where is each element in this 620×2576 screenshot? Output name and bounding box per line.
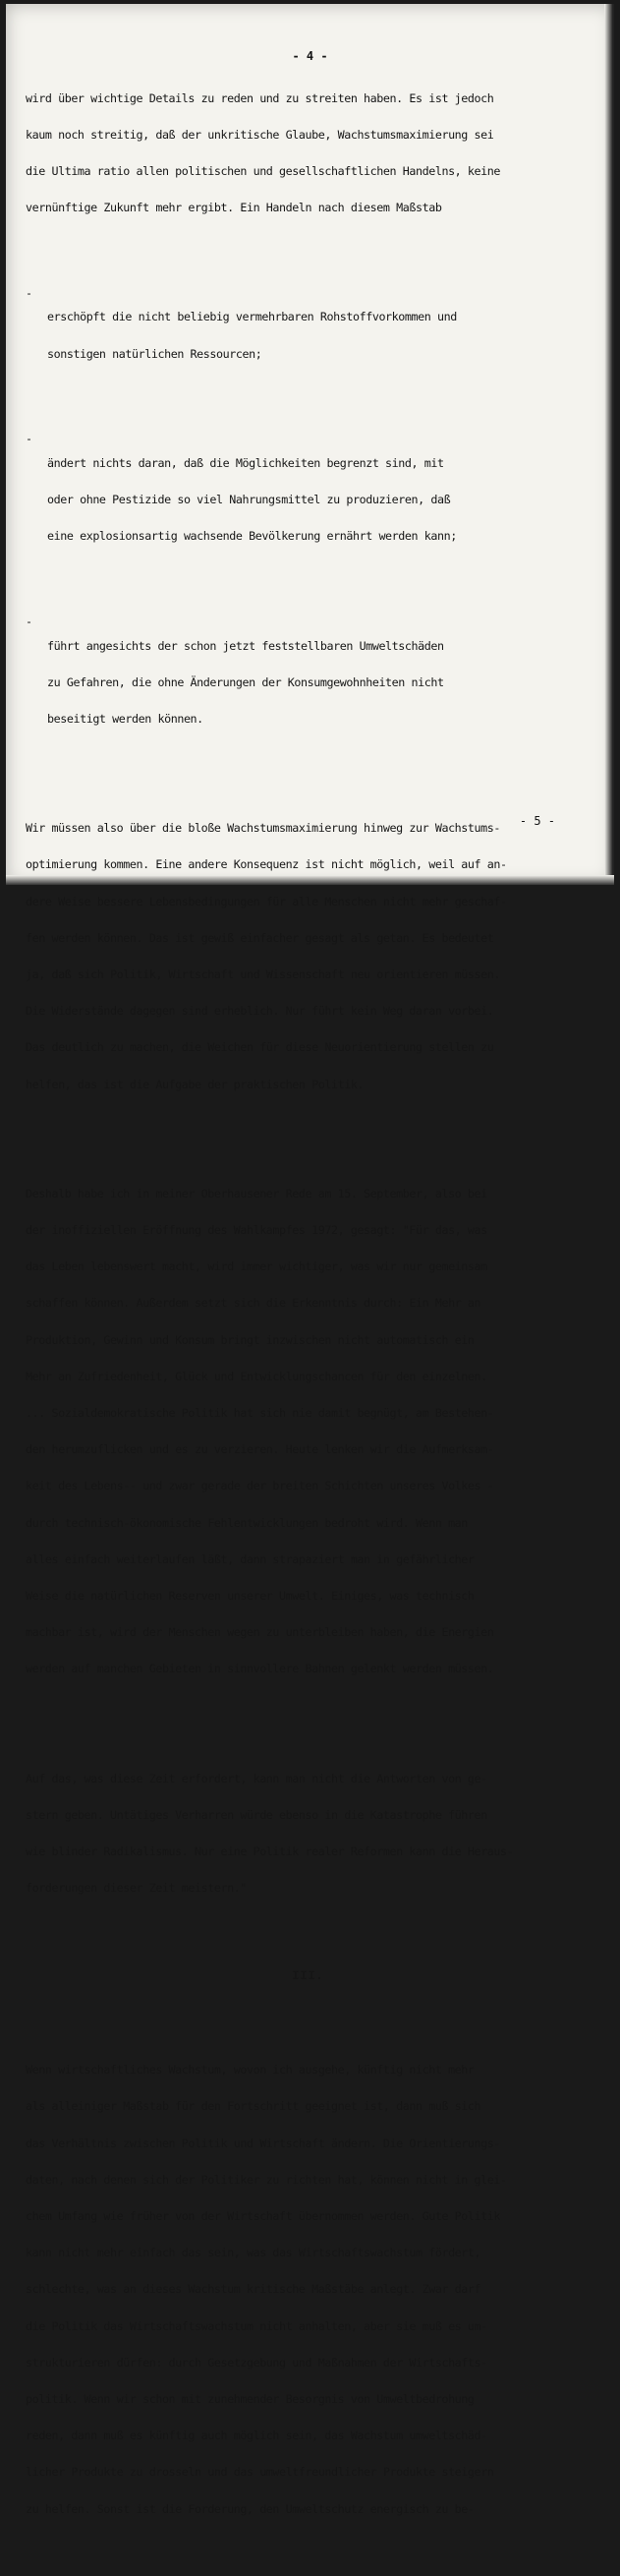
text-line: das Verhältnis zwischen Politik und Wirtschaft ändern. Die Orientierungs-: [26, 2136, 501, 2150]
text-line: ... Sozialdemokratische Politik hat sich nie damit begnügt, am Bestehen-: [26, 1406, 494, 1421]
text-line: führt angesichts der schon jetzt feststellbaren Umweltschäden: [47, 638, 444, 653]
text-line: erschöpft die nicht beliebig vermehrbaren Rohstoffvorkommen und: [47, 310, 457, 324]
text-line: politik. Wenn wir schon mit zunehmender Besorgnis von Umweltbedrohung: [26, 2392, 475, 2407]
text-line: chem Umfang wie früher von der Wirtschaft übernommen werden. Gute Politik: [26, 2209, 501, 2223]
bullet-dash: -: [26, 285, 32, 300]
text-line: schaffen können. Außerdem setzt sich die Erkenntnis durch: Ein Mehr an: [26, 1296, 481, 1311]
text-line: vernünftige Zukunft mehr ergibt. Ein Handeln nach diesem Maßstab: [26, 201, 442, 215]
text-line: Wenn wirtschaftliches Wachstum, wovon ich ausgehe, künftig nicht mehr: [26, 2063, 475, 2078]
text-line: schlechte, was an dieses Wachstum kritische Maßstäbe anlegt. Zwar darf: [26, 2282, 481, 2297]
text-line: kann nicht mehr einfach das sein, was das Wirtschaftswachstum fördert,: [26, 2246, 481, 2260]
next-page-marker: - 5 -: [519, 814, 555, 828]
text-line: machbar ist, wird der Menschen wegen zu unterbleiben haben, die Energien: [26, 1625, 494, 1640]
text-line: fen werden können. Das ist gewiß einfacher gesagt als getan. Es bedeutet: [26, 930, 494, 945]
text-line: der inoffiziellen Eröffnung des Wahlkampfes 1972, gesagt: "Für das, was: [26, 1223, 487, 1238]
text-line: eine explosionsartig wachsende Bevölkerung ernährt werden kann;: [47, 529, 457, 544]
text-line: zu helfen. Sonst ist die Forderung, den Umweltschutz energisch zu be-: [26, 2501, 475, 2516]
text-line: als alleiniger Maßstab für den Fortschritt geeignet ist, dann muß sich: [26, 2099, 481, 2114]
text-line: Produktion, Gewinn und Konsum bringt inzwischen nicht automatisch ein: [26, 1332, 475, 1347]
bullet-item: [26, 433, 591, 566]
text-line: die Politik das Wirtschaftswachstum nicht anhalten, aber sie muß es um-: [26, 2318, 487, 2333]
paragraph-wirtschaftliches-wachstum: [26, 2039, 591, 2539]
text-line: Wir müssen also über die bloße Wachstumsmaximierung hinweg zur Wachstums-: [26, 821, 501, 836]
text-line: den herumzuflicken und es zu verzieren. Heute lenken wir die Aufmerksam-: [26, 1442, 494, 1457]
text-line: daten, nach denen sich der Politiker zu richten hat, können nicht in glei-: [26, 2172, 507, 2187]
text-line: ja, daß sich Politik, Wirtschaft und Wissenschaft neu orientieren müssen.: [26, 967, 501, 981]
scan-edge-right: [604, 4, 614, 885]
text-line: alles einfach weiterlaufen läßt, dann strapaziert man in gefährlicher: [26, 1551, 475, 1566]
text-line: durch technisch-ökonomische Fehlentwicklungen bedroht wird. Wenn man: [26, 1515, 468, 1530]
text-line: keit des Lebens-- und zwar gerade der breiten Schichten unseres Volkes -: [26, 1479, 494, 1493]
text-line: wird über wichtige Details zu reden und zu streiten haben. Es ist jedoch: [26, 90, 494, 105]
text-line: Weise die natürlichen Reserven unserer Umwelt. Einiges, was technisch: [26, 1589, 475, 1604]
paragraph-wachstumsoptimierung: [26, 797, 591, 1114]
text-line: die Ultima ratio allen politischen und gesellschaftlichen Handelns, keine: [26, 164, 501, 179]
document-page: [6, 4, 614, 2516]
text-line: werden auf manchen Gebieten in sinnvollere Bahnen gelenkt werden müssen.: [26, 1662, 494, 1676]
text-line: forderungen dieser Zeit meistern.": [26, 1881, 247, 1896]
bullet-item: [26, 287, 591, 384]
bullet-item: [26, 615, 591, 749]
text-line: strukturieren dürfen: durch Gesetzgebung und Maßnahmen der Wirtschafts-: [26, 2355, 487, 2370]
paragraph-zeit-erfordert: [26, 1748, 591, 1919]
text-line: sonstigen natürlichen Ressourcen;: [47, 346, 262, 361]
text-line: wie blinder Radikalismus. Nur eine Politik realer Reformen kann die Heraus-: [26, 1844, 514, 1859]
text-line: das Leben lebenswert macht, wird immer wichtiger, was wir nur gemeinsam: [26, 1259, 487, 1274]
text-line: Auf das, was diese Zeit erfordert, kann man nicht die Antworten von ge-: [26, 1771, 487, 1786]
text-line: oder ohne Pestizide so viel Nahrungsmittel zu produzieren, daß: [47, 493, 451, 507]
text-line: optimierung kommen. Eine andere Konsequenz ist nicht möglich, weil auf an-: [26, 857, 507, 872]
intro-paragraph: [26, 68, 591, 239]
text-line: Das deutlich zu machen, die Weichen für diese Neuorientierung stellen zu: [26, 1040, 494, 1055]
text-line: dere Weise bessere Lebensbedingungen für alle Menschen nicht mehr geschaf-: [26, 894, 507, 908]
text-line: beseitigt werden können.: [47, 711, 203, 726]
bullet-dash: -: [26, 432, 32, 446]
text-line: kaum noch streitig, daß der unkritische Glaube, Wachstumsmaximierung sei: [26, 127, 494, 142]
text-line: Die Widerstände dagegen sind erheblich. Nur führt kein Weg daran vorbei.: [26, 1004, 494, 1019]
text-line: helfen, das ist die Aufgabe der praktischen Politik.: [26, 1077, 365, 1091]
text-line: stern geben. Untätiges Verharren würde ebenso in die Katastrophe führen: [26, 1807, 487, 1822]
text-line: Deshalb habe ich in meiner Oberhausener Rede am 15. September, also bei: [26, 1186, 487, 1200]
text-line: reden, dann muß es künftig auch möglich sein, das Wachstum umweltschäd-: [26, 2429, 487, 2443]
bullet-dash: -: [26, 614, 32, 628]
section-heading: III.: [292, 1967, 324, 1982]
text-line: licher Produkte zu drosseln und das umweltfreundlicher Produkte steigern: [26, 2465, 494, 2480]
page-number: - 4 -: [292, 49, 328, 63]
paragraph-oberhausener-rede: [26, 1163, 591, 1700]
text-line: zu Gefahren, die ohne Änderungen der Konsumgewohnheiten nicht: [47, 674, 444, 689]
scan-edge-bottom: [6, 875, 614, 885]
text-line: ändert nichts daran, daß die Möglichkeiten begrenzt sind, mit: [47, 455, 444, 470]
text-line: Mehr an Zufriedenheit, Glück und Entwicklungschancen für den einzelnen.: [26, 1369, 487, 1383]
page-body: [26, 43, 591, 2576]
